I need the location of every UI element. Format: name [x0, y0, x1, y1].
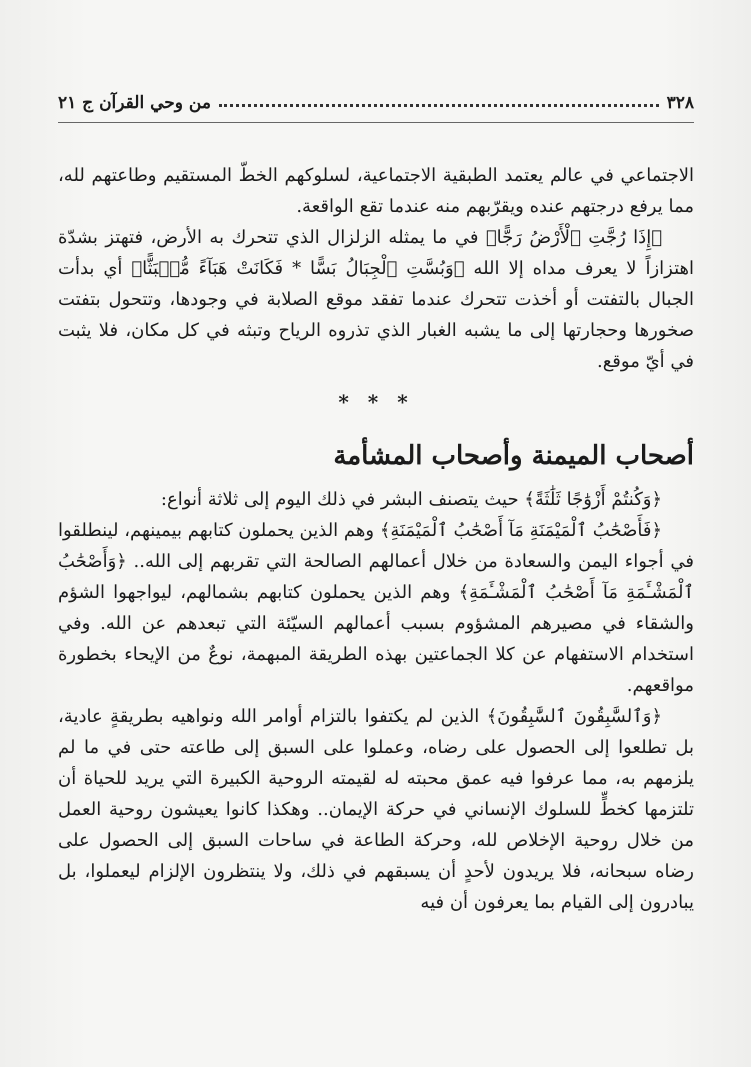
paragraph: ﴿إِذَا رُجَّتِ ٱلْأَرْضُ رَجًّا﴾ في ما يمثله الزلزال الذي تتحرك به الأرض، فتهتز بشدّة اهتزازاً لا يعرف مداه إلا الله ﴿وَبُسَّتِ ٱلْجِبَالُ بَسًّا * فَكَانَتْ هَبَآءً مُّنۢبَثًّا﴾ أي بدأت الجبال بالتفتت أو أخذت تتحرك عندما تفقد موقع الصلابة في وجودها، وتتحول بتفتت صخورها وحجارتها إلى ما يشبه الغبار الذي تذروه الرياح وتبثه في كل مكان، فلا يثبت في أيّ موقع. [58, 227, 694, 372]
page-number: ٣٢٨ [666, 93, 694, 113]
paragraph: ﴿وَٱلسَّٰبِقُونَ ٱلسَّٰبِقُونَ﴾ الذين لم يكتفوا بالتزام أوامر الله ونواهيه بطريقةٍ عادية، بل تطلعوا إلى الحصول على رضاه، وعملوا على السبق إلى طاعته حتى في ما لم يلزمهم به، مما عرفوا فيه عمق محبته له لقيمته الروحية الكبيرة التي يريد للحياة أن تلتزمها كخطٍّ للسلوك الإنساني في حركة الإيمان.. وهكذا كانوا يعيشون روحية العمل من خلال روحية الإخلاص لله، وحركة الطاعة في ساحات السبق إلى الحصول على رضاه سبحانه، فلا يريدون لأحدٍ أن يسبقهم في ذلك، ولا ينتظرون الإلزام ليعملوا، بل يبادرون إلى القيام بما يعرفون أن فيه [58, 706, 695, 913]
running-header [58, 88, 694, 118]
header-rule [58, 122, 694, 123]
page-body [58, 160, 694, 918]
paragraph: ﴿وَكُنتُمْ أَزْوَٰجًا ثَلَٰثَةً﴾ حيث يتصنف البشر في ذلك اليوم إلى ثلاثة أنواع: [160, 489, 662, 510]
paragraph: ﴿فَأَصْحَٰبُ ٱلْمَيْمَنَةِ مَآ أَصْحَٰبُ ٱلْمَيْمَنَةِ﴾ وهم الذين يحملون كتابهم بيمينهم، لينطلقوا في أجواء اليمن والسعادة من خلال أعمالهم الصالحة التي تقربهم إلى الله.. ﴿وَأَصْحَٰبُ ٱلْمَشْـَٔمَةِ مَآ أَصْحَٰبُ ٱلْمَشْـَٔمَةِ﴾ وهم الذين يحملون كتابهم بشمالهم، ليواجهوا الشؤم والشقاء في مصيرهم المشؤوم بسبب أعمالهم السيّئة التي تبعدهم عن الله. وفي استخدام الاستفهام عن كلا الجماعتين بهذه الطريقة المبهمة، نوعٌ من الإيحاء بخطورة مواقعهم. [58, 520, 694, 696]
paragraph: الاجتماعي في عالم يعتمد الطبقية الاجتماعية، لسلوكهم الخطّ المستقيم وطاعتهم لله، مما يرفع درجتهم عنده ويقرّبهم منه عندما تقع الواقعة. [58, 165, 694, 217]
header-dot-leader [219, 104, 659, 107]
section-separator: * * * [338, 390, 414, 414]
running-title: من وحي القرآن ج ٢١ [58, 93, 211, 113]
section-heading: أصحاب الميمنة وأصحاب المشأمة [333, 441, 694, 471]
